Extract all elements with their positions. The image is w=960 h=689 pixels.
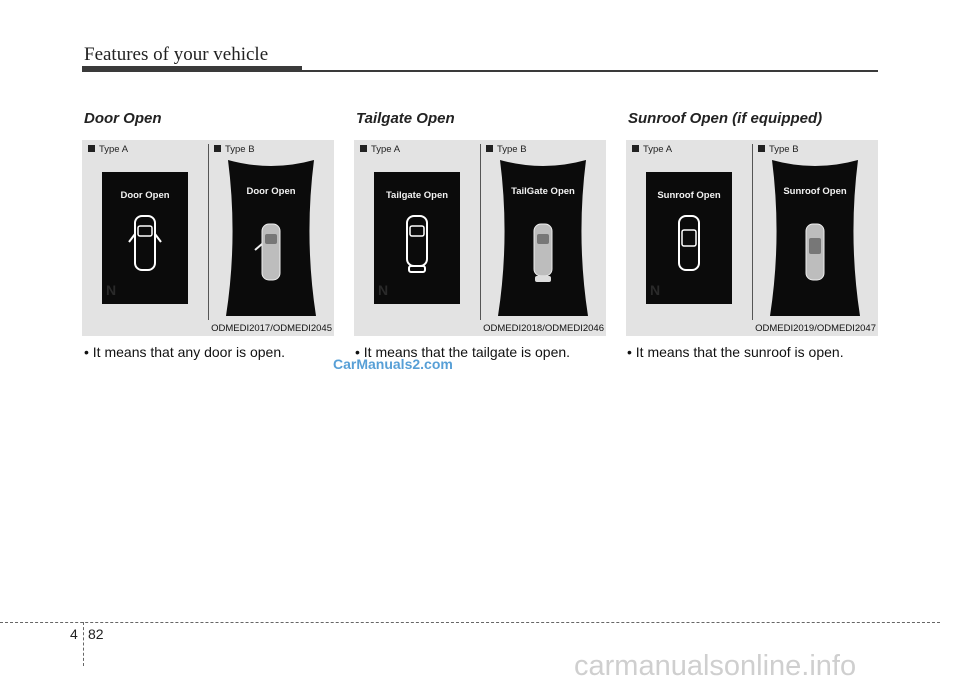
type-a-label: Type A xyxy=(360,144,400,155)
screen-message: TailGate Open xyxy=(511,186,575,197)
cluster-screen-type-b xyxy=(768,158,862,318)
figure-divider xyxy=(752,144,753,320)
footer-rule xyxy=(0,622,940,623)
site-watermark: carmanualsonline.info xyxy=(574,650,857,682)
watermark-text: CarManuals2.com xyxy=(333,356,453,372)
type-a-label: Type A xyxy=(88,144,128,155)
section-title: Door Open xyxy=(84,110,162,127)
header-rule xyxy=(82,70,878,72)
screen-message: Tailgate Open xyxy=(385,190,449,201)
bullet-item: • It means that any door is open. xyxy=(84,344,286,360)
car-top-view-icon xyxy=(128,212,162,274)
figure-panel xyxy=(82,140,334,336)
figure-code: ODMEDI2017/ODMEDI2045 xyxy=(211,323,332,334)
section-title: Sunroof Open (if equipped) xyxy=(628,110,823,127)
screen-message: Sunroof Open xyxy=(657,190,721,201)
car-top-view-icon xyxy=(254,220,288,284)
figure-code: ODMEDI2019/ODMEDI2047 xyxy=(755,323,876,334)
cluster-screen-type-a xyxy=(646,172,732,304)
page-header-title: Features of your vehicle xyxy=(84,44,269,65)
section-tailgate-open xyxy=(354,110,606,336)
bullet-item: • It means that the sunroof is open. xyxy=(627,344,844,360)
gear-indicator: N xyxy=(378,282,390,298)
square-bullet-icon xyxy=(486,145,493,152)
car-top-view-icon xyxy=(798,220,832,284)
square-bullet-icon xyxy=(214,145,221,152)
page-number: 82 xyxy=(88,626,104,642)
figure-code: ODMEDI2018/ODMEDI2046 xyxy=(483,323,604,334)
section-door-open xyxy=(82,110,334,336)
screen-message: Door Open xyxy=(120,190,170,201)
gear-indicator: N xyxy=(106,282,118,298)
figure-divider xyxy=(208,144,209,320)
section-sunroof-open xyxy=(626,110,878,336)
figure-panel xyxy=(354,140,606,336)
screen-message: Sunroof Open xyxy=(783,186,847,197)
car-top-view-icon xyxy=(672,212,706,274)
chapter-number: 4 xyxy=(70,626,78,642)
square-bullet-icon xyxy=(360,145,367,152)
screen-message: Door Open xyxy=(246,186,296,197)
cluster-screen-type-a xyxy=(374,172,460,304)
cluster-screen-type-a xyxy=(102,172,188,304)
footer-separator xyxy=(83,622,84,666)
figure-divider xyxy=(480,144,481,320)
cluster-screen-type-b xyxy=(496,158,590,318)
section-title: Tailgate Open xyxy=(356,110,455,127)
gear-indicator: N xyxy=(650,282,662,298)
type-b-label: Type B xyxy=(486,144,527,155)
figure-panel xyxy=(626,140,878,336)
cluster-screen-type-b xyxy=(224,158,318,318)
car-top-view-icon xyxy=(526,220,560,284)
type-b-label: Type B xyxy=(758,144,799,155)
car-top-view-icon xyxy=(400,212,434,274)
type-a-label: Type A xyxy=(632,144,672,155)
square-bullet-icon xyxy=(758,145,765,152)
type-b-label: Type B xyxy=(214,144,255,155)
square-bullet-icon xyxy=(632,145,639,152)
square-bullet-icon xyxy=(88,145,95,152)
bullet-item: • It means that the tailgate is open. xyxy=(355,344,571,360)
